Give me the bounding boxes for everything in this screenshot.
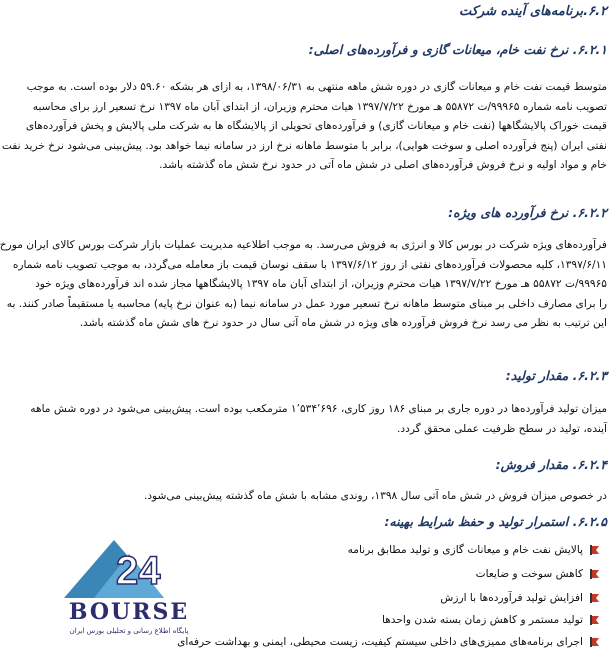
bullet-label: افزایش تولید فرآورده‌ها با ارزش [440,592,583,604]
bullet-item [476,568,601,580]
section-title-special-products: ۶.۲.۲. نرخ فرآورده های ویژه: [448,205,607,220]
bullet-icon [589,568,601,580]
body-line: میزان تولید فرآورده‌ها در دوره جاری بر مبنای ۱۸۶ روز کاری، ۱٬۵۳۴٬۶۹۶ مترمکعب بوده است. پیش‌بینی می‌شود در دوره شش ماهه [30,403,607,415]
bullet-label: تولید مستمر و کاهش زمان بسته شدن واحدها [381,614,583,626]
body-line: ۱۳۹۷/۶/۱۱، کلیه محصولات فرآورده‌های نفتی از روز ۱۳۹۷/۶/۱۲ با سقف نوسان قیمت باز معامله می‌گردد، به موجب تصویب نامه شماره [12,258,607,271]
bullet-icon [589,592,601,604]
bullet-item [348,544,601,556]
body-line: خام و مواد اولیه و نرخ فروش فرآورده‌های اصلی در شش ماه آتی در حدود نرخ شش ماه گذشته باشد. [159,159,607,171]
body-line: را برای مصارف داخلی بر مبنای متوسط ماهانه نرخ تسعیر مورد عمل در سامانه نیما (به عنوان نرخ پایه) محاسبه یا مستقیماً صادر کنند. به [6,297,607,310]
logo-tagline: پایگاه اطلاع رسانی و تحلیلی بورس ایران [69,627,189,635]
bullet-icon [589,614,601,626]
bullet-label: اجرای برنامه‌های ممیزی‌های داخلی سیستم کیفیت، زیست محیطی، ایمنی و بهداشت حرفه‌ای [177,636,583,648]
logo-wordmark: BOURSE [68,599,190,625]
section-title-production: ۶.۲.۳. مقدار تولید: [505,368,607,383]
section-title-sales: ۶.۲.۴. مقدار فروش: [495,457,607,472]
bourse-logo [54,532,204,647]
bullet-label: کاهش سوخت و ضایعات [475,568,583,580]
bullet-icon [589,544,601,556]
body-line: ۹۹۹۶۵/ت ۵۵۸۷۲ هـ مورخ ۱۳۹۷/۷/۲۲ هیات محترم وزیران، از ابتدای آبان ماه ۱۳۹۷ پالایشگاهها مجاز شده اند فرآورده‌های ویژه خود [35,278,607,290]
body-line: متوسط قیمت نفت خام و میعانات گازی در دوره شش ماهه منتهی به ۱۳۹۸/۰۶/۳۱، به ازای هر بشکه ۵۹.۶۰ دلار بوده است. به موجب [26,81,607,93]
section-body-sales [46,487,607,507]
body-line: آینده، تولید در سطح ظرفیت عملی محقق گردد. [397,422,607,435]
bullet-item [440,592,601,604]
bullet-item [382,614,601,626]
section-title-crude-rates: ۶.۲.۱. نرخ نفت خام، میعانات گازی و فرآورده‌های اصلی: [308,42,607,57]
section-title-continuity: ۶.۲.۵. استمرار تولید و حفظ شرایط بهینه: [384,514,607,529]
body-line: تصویب نامه شماره ۹۹۹۶۵/ت ۵۵۸۷۲ هـ مورخ ۱۳۹۷/۷/۲۲ هیات محترم وزیران، از ابتدای آبان ماه ۱۳۹۷ نرخ تسعیر ارز برای محاسبه [32,100,607,113]
section-body-production [30,400,607,439]
body-line: قیمت خوراک پالایشگاهها (نفت خام و میعانات گازی) و فرآورده‌های تحویلی از پالایشگاه ها به شرکت ملی پالایش و پخش فرآورده‌های [25,120,607,132]
page-heading: ۶.۲.برنامه‌های آینده شرکت [459,4,607,19]
bullet-icon [589,636,601,648]
body-line: در خصوص میزان فروش در شش ماه آتی سال ۱۳۹۸، روندی مشابه با شش ماه گذشته پیش‌بینی می‌شود. [143,490,607,502]
bullet-label: پالایش نفت خام و میعانات گازی و تولید مطابق برنامه [347,544,583,556]
body-line: نفتی ایران (پنج فرآورده اصلی و سوخت هوایی)، برابر با متوسط ماهانه نرخ ارز در سامانه نیما خواهد بود. پیش‌بینی می‌شود نرخ خرید نفت [1,139,607,152]
section-body-crude-rates [1,78,607,176]
bullet-item [177,636,601,648]
bourse-24-emblem-icon [54,532,204,600]
body-line: این ترتیب به نظر می رسد نرخ فروش فرآورده های ویژه در شش ماه آتی سال در حدود نرخ های شش ماه گذشته باشد. [79,317,607,329]
section-body-special-products [0,236,607,334]
logo-number: 24 [116,549,161,593]
body-line: فرآورده‌های ویژه شرکت در بورس کالا و انرژی به فروش می‌رسد. به موجب اطلاعیه مدیریت عملیات بازار شرکت بورس کالای ایران مورخ [0,239,607,251]
